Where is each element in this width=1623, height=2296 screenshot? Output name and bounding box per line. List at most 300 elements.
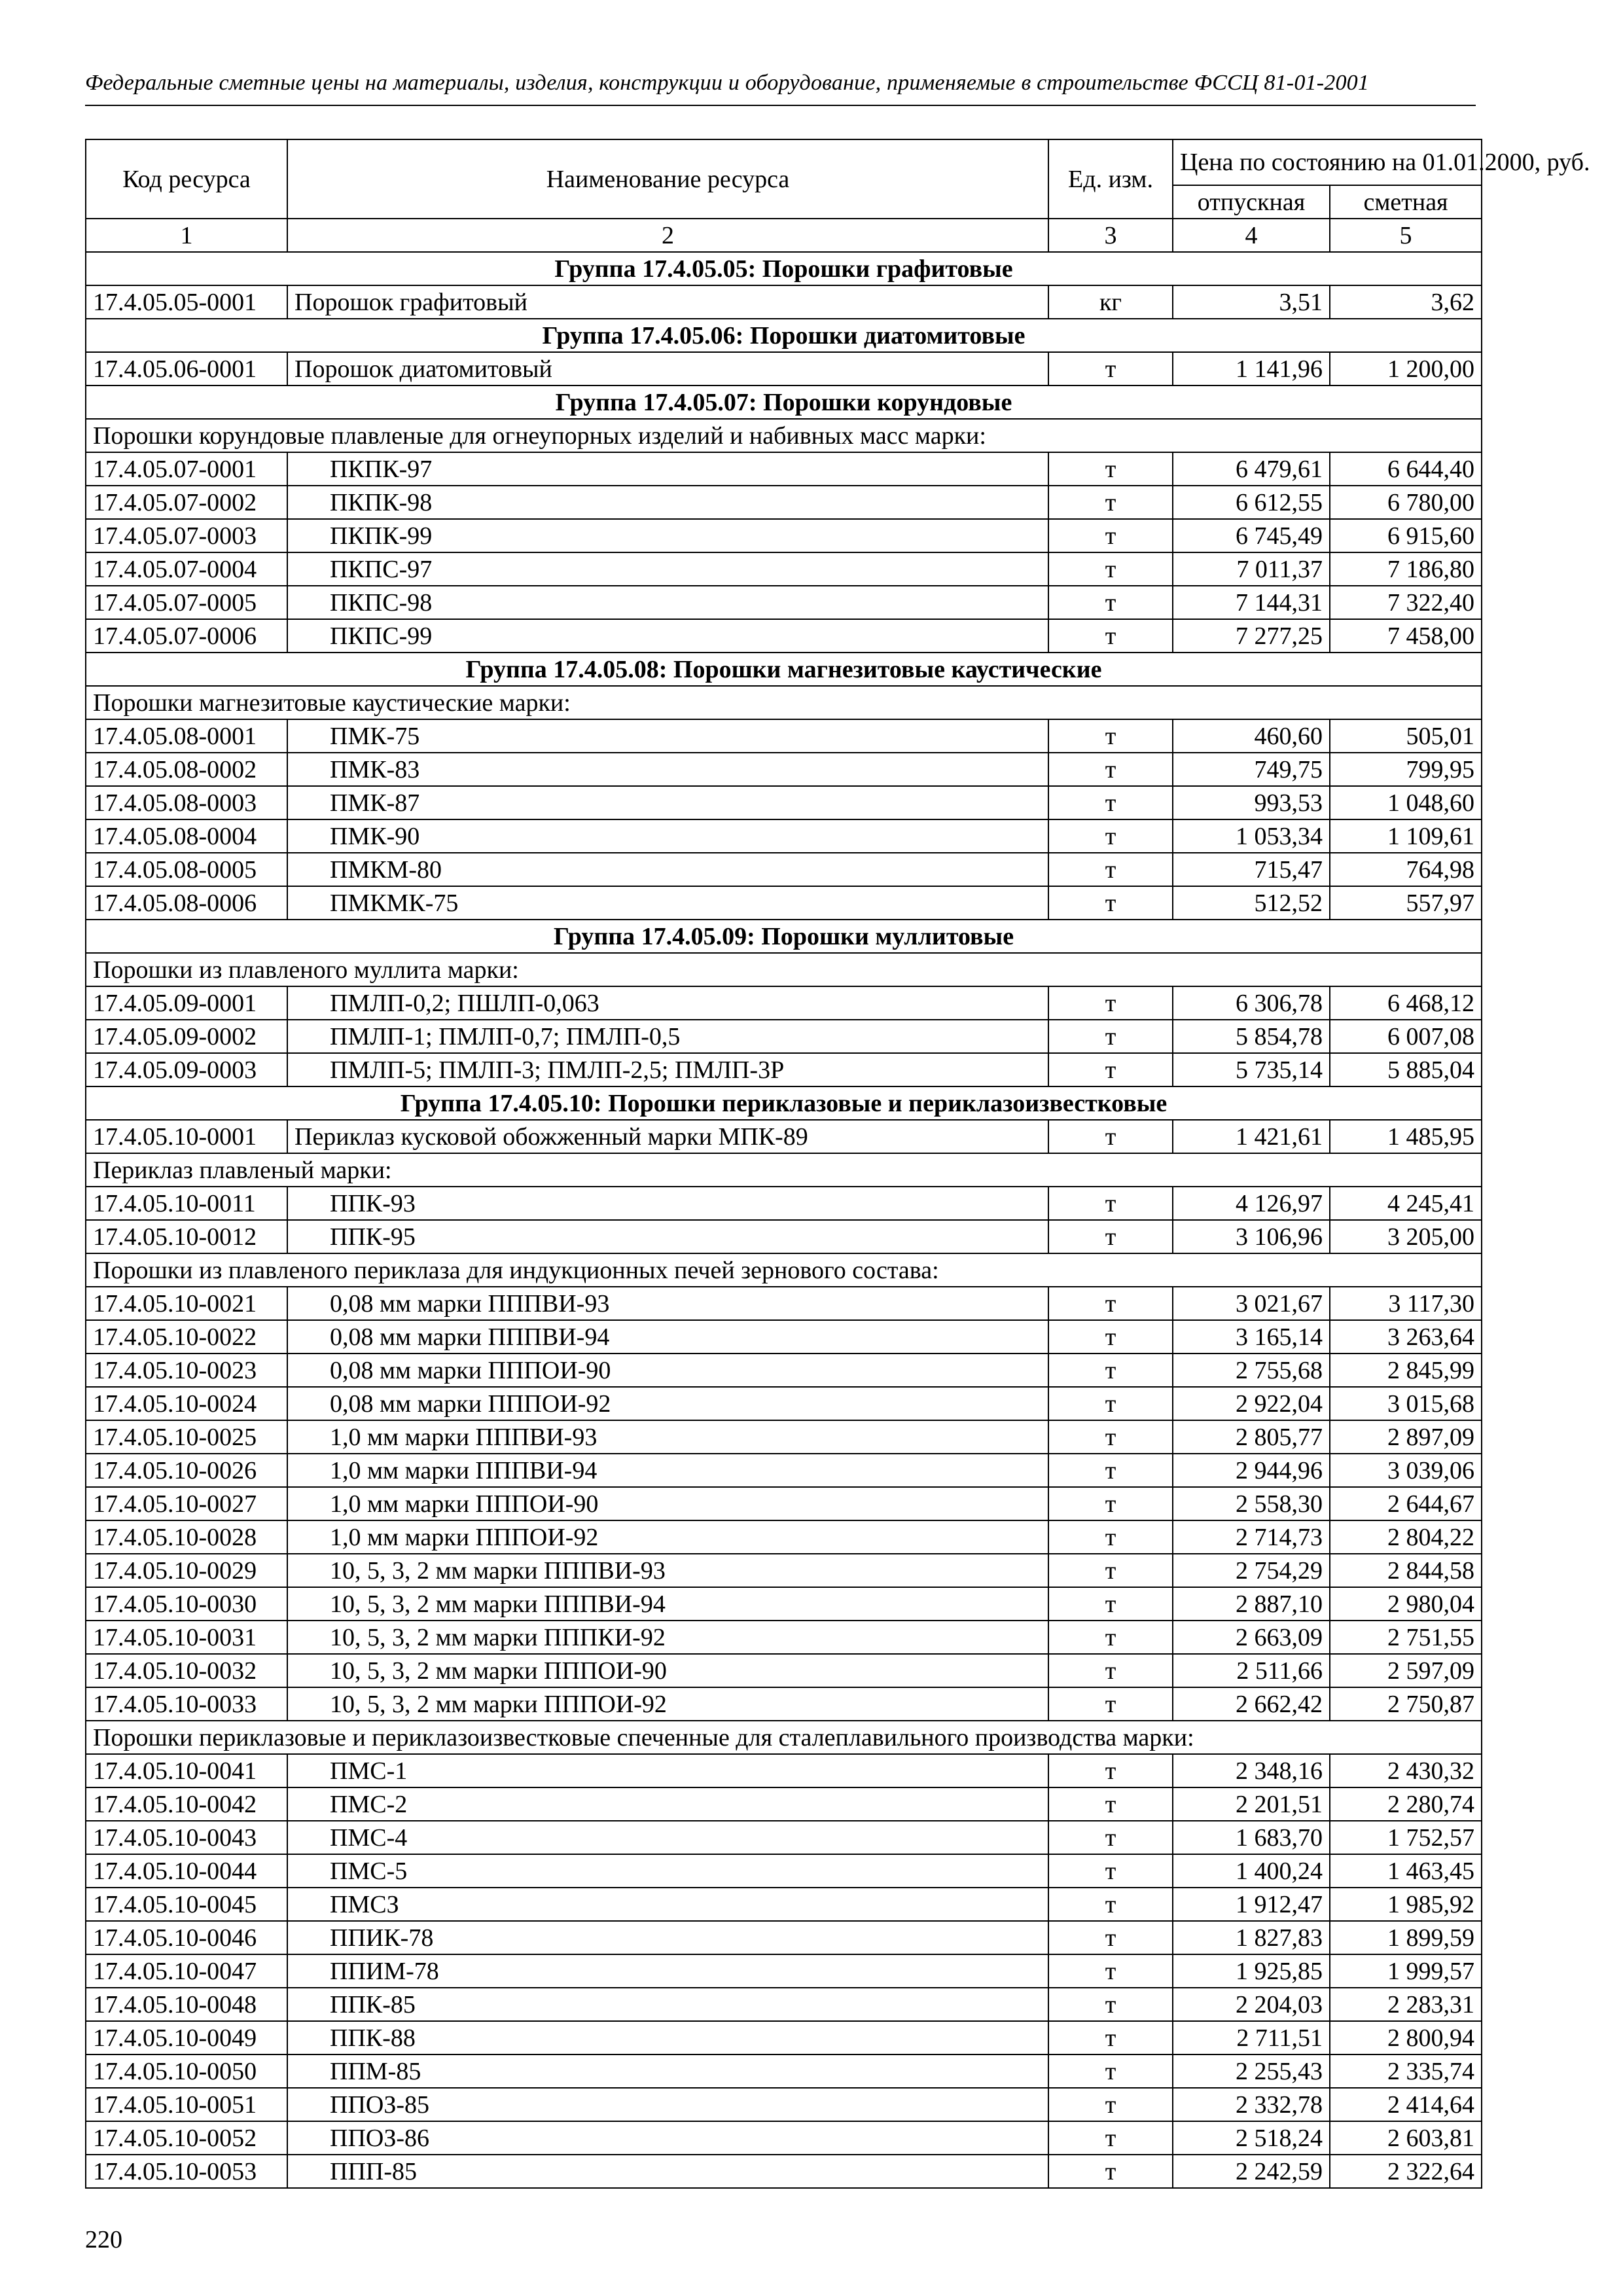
price-release: 4 126,97 — [1173, 1187, 1330, 1220]
resource-code: 17.4.05.10-0051 — [86, 2088, 287, 2121]
resource-name: ПМЛП-5; ПМЛП-3; ПМЛП-2,5; ПМЛП-3Р — [287, 1053, 1048, 1086]
subheader-row — [86, 1721, 1482, 1754]
resource-unit: кг — [1048, 285, 1173, 319]
resource-name: ПМЛП-0,2; ПШЛП-0,063 — [287, 986, 1048, 1020]
resource-code: 17.4.05.10-0029 — [86, 1554, 287, 1587]
resource-unit: т — [1048, 1921, 1173, 1954]
resource-unit: т — [1048, 1687, 1173, 1721]
price-release: 2 755,68 — [1173, 1354, 1330, 1387]
item-row — [86, 1921, 1482, 1954]
resource-unit: т — [1048, 1354, 1173, 1387]
price-release: 2 255,43 — [1173, 2054, 1330, 2088]
price-estimate: 7 186,80 — [1330, 552, 1482, 586]
resource-unit: т — [1048, 352, 1173, 386]
price-estimate: 2 597,09 — [1330, 1654, 1482, 1687]
resource-code: 17.4.05.10-0041 — [86, 1754, 287, 1787]
resource-name: ППК-95 — [287, 1220, 1048, 1253]
price-release: 6 612,55 — [1173, 486, 1330, 519]
item-row — [86, 1554, 1482, 1587]
resource-name: ПМК-83 — [287, 753, 1048, 786]
price-release: 1 400,24 — [1173, 1854, 1330, 1888]
price-estimate: 1 985,92 — [1330, 1888, 1482, 1921]
resource-name: ППМ-85 — [287, 2054, 1048, 2088]
subheader-text: Порошки корундовые плавленые для огнеупорных изделий и набивных масс марки: — [86, 419, 1482, 452]
resource-unit: т — [1048, 1220, 1173, 1253]
col-number: 2 — [287, 219, 1048, 252]
item-row — [86, 1988, 1482, 2021]
resource-unit: т — [1048, 1287, 1173, 1320]
item-row — [86, 1420, 1482, 1454]
subheader-text: Периклаз плавленый марки: — [86, 1153, 1482, 1187]
item-row — [86, 1387, 1482, 1420]
resource-name: ПМС-1 — [287, 1754, 1048, 1787]
resource-code: 17.4.05.08-0003 — [86, 786, 287, 819]
resource-unit: т — [1048, 753, 1173, 786]
price-estimate: 3 039,06 — [1330, 1454, 1482, 1487]
resource-name: ППК-85 — [287, 1988, 1048, 2021]
price-estimate: 6 007,08 — [1330, 1020, 1482, 1053]
resource-name: 1,0 мм марки ПППОИ-90 — [287, 1487, 1048, 1520]
resource-name: 0,08 мм марки ПППВИ-94 — [287, 1320, 1048, 1354]
resource-unit: т — [1048, 1754, 1173, 1787]
item-row — [86, 1454, 1482, 1487]
resource-name: ПКПС-97 — [287, 552, 1048, 586]
header-row — [86, 139, 1482, 185]
item-row — [86, 1287, 1482, 1320]
group-row — [86, 1086, 1482, 1120]
resource-unit: т — [1048, 586, 1173, 619]
item-row — [86, 1354, 1482, 1387]
price-estimate: 1 463,45 — [1330, 1854, 1482, 1888]
price-release: 2 805,77 — [1173, 1420, 1330, 1454]
price-estimate: 3 205,00 — [1330, 1220, 1482, 1253]
price-estimate: 6 915,60 — [1330, 519, 1482, 552]
group-row — [86, 920, 1482, 953]
item-row — [86, 886, 1482, 920]
resource-unit: т — [1048, 853, 1173, 886]
item-row — [86, 519, 1482, 552]
col-number: 3 — [1048, 219, 1173, 252]
resource-unit: т — [1048, 619, 1173, 653]
resource-code: 17.4.05.10-0001 — [86, 1120, 287, 1153]
resource-name: ПМЛП-1; ПМЛП-0,7; ПМЛП-0,5 — [287, 1020, 1048, 1053]
price-release: 5 854,78 — [1173, 1020, 1330, 1053]
item-row — [86, 1854, 1482, 1888]
subheader-text: Порошки периклазовые и периклазоизвестковые спеченные для сталеплавильного производства марки: — [86, 1721, 1482, 1754]
col-number: 4 — [1173, 219, 1330, 252]
resource-name: 10, 5, 3, 2 мм марки ПППКИ-92 — [287, 1621, 1048, 1654]
price-release: 6 306,78 — [1173, 986, 1330, 1020]
group-title: Группа 17.4.05.08: Порошки магнезитовые каустические — [86, 653, 1482, 686]
price-release: 460,60 — [1173, 719, 1330, 753]
item-row — [86, 1020, 1482, 1053]
resource-name: ПМК-75 — [287, 719, 1048, 753]
subheader-text: Порошки из плавленого периклаза для индукционных печей зернового состава: — [86, 1253, 1482, 1287]
price-estimate: 2 804,22 — [1330, 1520, 1482, 1554]
price-estimate: 3,62 — [1330, 285, 1482, 319]
price-release: 1 053,34 — [1173, 819, 1330, 853]
price-release: 3 106,96 — [1173, 1220, 1330, 1253]
price-release: 2 511,66 — [1173, 1654, 1330, 1687]
resource-code: 17.4.05.10-0022 — [86, 1320, 287, 1354]
resource-code: 17.4.05.10-0042 — [86, 1787, 287, 1821]
item-row — [86, 486, 1482, 519]
resource-name: ПКПК-97 — [287, 452, 1048, 486]
price-release: 1 141,96 — [1173, 352, 1330, 386]
resource-code: 17.4.05.10-0023 — [86, 1354, 287, 1387]
item-row — [86, 1888, 1482, 1921]
item-row — [86, 819, 1482, 853]
price-estimate: 557,97 — [1330, 886, 1482, 920]
item-row — [86, 352, 1482, 386]
resource-code: 17.4.05.09-0002 — [86, 1020, 287, 1053]
resource-name: ПМС-4 — [287, 1821, 1048, 1854]
price-estimate: 7 458,00 — [1330, 619, 1482, 653]
resource-code: 17.4.05.10-0032 — [86, 1654, 287, 1687]
col-header-unit: Ед. изм. — [1048, 139, 1173, 219]
price-estimate: 2 322,64 — [1330, 2155, 1482, 2188]
price-release: 1 912,47 — [1173, 1888, 1330, 1921]
resource-code: 17.4.05.08-0006 — [86, 886, 287, 920]
subheader-row — [86, 1253, 1482, 1287]
resource-code: 17.4.05.10-0052 — [86, 2121, 287, 2155]
item-row — [86, 1120, 1482, 1153]
price-release: 2 332,78 — [1173, 2088, 1330, 2121]
price-release: 2 204,03 — [1173, 1988, 1330, 2021]
price-estimate: 3 015,68 — [1330, 1387, 1482, 1420]
resource-name: ППП-85 — [287, 2155, 1048, 2188]
resource-name: ПМС-2 — [287, 1787, 1048, 1821]
resource-code: 17.4.05.08-0001 — [86, 719, 287, 753]
resource-code: 17.4.05.10-0049 — [86, 2021, 287, 2054]
price-release: 1 827,83 — [1173, 1921, 1330, 1954]
item-row — [86, 753, 1482, 786]
price-estimate: 2 844,58 — [1330, 1554, 1482, 1587]
resource-code: 17.4.05.10-0043 — [86, 1821, 287, 1854]
price-estimate: 4 245,41 — [1330, 1187, 1482, 1220]
group-title: Группа 17.4.05.05: Порошки графитовые — [86, 252, 1482, 285]
price-estimate: 3 117,30 — [1330, 1287, 1482, 1320]
resource-unit: т — [1048, 1120, 1173, 1153]
resource-code: 17.4.05.10-0048 — [86, 1988, 287, 2021]
resource-unit: т — [1048, 486, 1173, 519]
resource-name: 10, 5, 3, 2 мм марки ПППВИ-93 — [287, 1554, 1048, 1587]
item-row — [86, 285, 1482, 319]
resource-name: ППК-93 — [287, 1187, 1048, 1220]
subheader-text: Порошки из плавленого муллита марки: — [86, 953, 1482, 986]
price-estimate: 2 644,67 — [1330, 1487, 1482, 1520]
item-row — [86, 1654, 1482, 1687]
resource-unit: т — [1048, 1988, 1173, 2021]
price-estimate: 2 980,04 — [1330, 1587, 1482, 1621]
price-estimate: 6 644,40 — [1330, 452, 1482, 486]
resource-name: 0,08 мм марки ПППОИ-92 — [287, 1387, 1048, 1420]
price-estimate: 2 845,99 — [1330, 1354, 1482, 1387]
price-release: 2 754,29 — [1173, 1554, 1330, 1587]
resource-code: 17.4.05.10-0046 — [86, 1921, 287, 1954]
resource-unit: т — [1048, 819, 1173, 853]
price-estimate: 764,98 — [1330, 853, 1482, 886]
resource-unit: т — [1048, 2121, 1173, 2155]
resource-code: 17.4.05.10-0021 — [86, 1287, 287, 1320]
resource-code: 17.4.05.07-0002 — [86, 486, 287, 519]
price-release: 2 558,30 — [1173, 1487, 1330, 1520]
item-row — [86, 1187, 1482, 1220]
resource-name: ПМКМ-80 — [287, 853, 1048, 886]
price-release: 512,52 — [1173, 886, 1330, 920]
price-estimate: 1 109,61 — [1330, 819, 1482, 853]
resource-name: ПМС-5 — [287, 1854, 1048, 1888]
price-estimate: 799,95 — [1330, 753, 1482, 786]
resource-unit: т — [1048, 2054, 1173, 2088]
col-header-name: Наименование ресурса — [287, 139, 1048, 219]
group-row — [86, 319, 1482, 352]
resource-code: 17.4.05.10-0044 — [86, 1854, 287, 1888]
item-row — [86, 452, 1482, 486]
price-release: 6 745,49 — [1173, 519, 1330, 552]
resource-unit: т — [1048, 1854, 1173, 1888]
resource-name: ППК-88 — [287, 2021, 1048, 2054]
resource-name: 1,0 мм марки ПППОИ-92 — [287, 1520, 1048, 1554]
price-estimate: 1 200,00 — [1330, 352, 1482, 386]
resource-code: 17.4.05.07-0003 — [86, 519, 287, 552]
resource-code: 17.4.05.10-0011 — [86, 1187, 287, 1220]
resource-unit: т — [1048, 1554, 1173, 1587]
resource-name: 1,0 мм марки ПППВИ-94 — [287, 1454, 1048, 1487]
resource-unit: т — [1048, 1587, 1173, 1621]
document-header: Федеральные сметные цены на материалы, изделия, конструкции и оборудование, применяемые в строительстве ФССЦ 81-01-2001 — [85, 71, 1370, 95]
group-title: Группа 17.4.05.10: Порошки периклазовые и периклазоизвестковые — [86, 1086, 1482, 1120]
resource-name: ППИМ-78 — [287, 1954, 1048, 1988]
resource-code: 17.4.05.10-0030 — [86, 1587, 287, 1621]
price-release: 1 421,61 — [1173, 1120, 1330, 1153]
col-number: 5 — [1330, 219, 1482, 252]
resource-code: 17.4.05.07-0001 — [86, 452, 287, 486]
resource-unit: т — [1048, 886, 1173, 920]
resource-code: 17.4.05.10-0031 — [86, 1621, 287, 1654]
resource-code: 17.4.05.10-0027 — [86, 1487, 287, 1520]
item-row — [86, 1621, 1482, 1654]
price-estimate: 6 468,12 — [1330, 986, 1482, 1020]
resource-unit: т — [1048, 519, 1173, 552]
price-release: 6 479,61 — [1173, 452, 1330, 486]
price-release: 2 922,04 — [1173, 1387, 1330, 1420]
price-release: 2 662,42 — [1173, 1687, 1330, 1721]
price-release: 7 144,31 — [1173, 586, 1330, 619]
item-row — [86, 986, 1482, 1020]
price-release: 7 011,37 — [1173, 552, 1330, 586]
item-row — [86, 1220, 1482, 1253]
price-release: 7 277,25 — [1173, 619, 1330, 653]
item-row — [86, 1821, 1482, 1854]
resource-code: 17.4.05.07-0004 — [86, 552, 287, 586]
price-estimate: 3 263,64 — [1330, 1320, 1482, 1354]
resource-name: ППОЗ-85 — [287, 2088, 1048, 2121]
item-row — [86, 853, 1482, 886]
header-rule — [85, 105, 1476, 106]
resource-name: ПКПС-98 — [287, 586, 1048, 619]
resource-name: Порошок графитовый — [287, 285, 1048, 319]
resource-unit: т — [1048, 1621, 1173, 1654]
group-title: Группа 17.4.05.07: Порошки корундовые — [86, 386, 1482, 419]
col-header-code: Код ресурса — [86, 139, 287, 219]
price-table — [85, 139, 1590, 2189]
price-release: 3 021,67 — [1173, 1287, 1330, 1320]
item-row — [86, 2021, 1482, 2054]
price-release: 1 925,85 — [1173, 1954, 1330, 1988]
item-row — [86, 1320, 1482, 1354]
resource-unit: т — [1048, 1821, 1173, 1854]
price-release: 749,75 — [1173, 753, 1330, 786]
price-release: 2 944,96 — [1173, 1454, 1330, 1487]
resource-unit: т — [1048, 2155, 1173, 2188]
resource-name: ПМК-90 — [287, 819, 1048, 853]
resource-unit: т — [1048, 1020, 1173, 1053]
resource-name: ПКПК-98 — [287, 486, 1048, 519]
price-estimate: 2 280,74 — [1330, 1787, 1482, 1821]
resource-code: 17.4.05.10-0024 — [86, 1387, 287, 1420]
price-release: 715,47 — [1173, 853, 1330, 886]
resource-unit: т — [1048, 552, 1173, 586]
price-release: 1 683,70 — [1173, 1821, 1330, 1854]
subheader-row — [86, 686, 1482, 719]
item-row — [86, 786, 1482, 819]
resource-unit: т — [1048, 1487, 1173, 1520]
item-row — [86, 1053, 1482, 1086]
resource-unit: т — [1048, 986, 1173, 1020]
resource-code: 17.4.05.08-0002 — [86, 753, 287, 786]
resource-unit: т — [1048, 1420, 1173, 1454]
resource-unit: т — [1048, 2021, 1173, 2054]
subheader-row — [86, 419, 1482, 452]
resource-code: 17.4.05.05-0001 — [86, 285, 287, 319]
resource-unit: т — [1048, 1888, 1173, 1921]
page-number: 220 — [85, 2226, 122, 2253]
price-release: 2 518,24 — [1173, 2121, 1330, 2155]
resource-code: 17.4.05.08-0005 — [86, 853, 287, 886]
resource-code: 17.4.05.06-0001 — [86, 352, 287, 386]
resource-name: 1,0 мм марки ПППВИ-93 — [287, 1420, 1048, 1454]
resource-name: ПМСЗ — [287, 1888, 1048, 1921]
resource-name: ПКПК-99 — [287, 519, 1048, 552]
subheader-row — [86, 953, 1482, 986]
resource-unit: т — [1048, 1954, 1173, 1988]
price-estimate: 1 999,57 — [1330, 1954, 1482, 1988]
price-estimate: 505,01 — [1330, 719, 1482, 753]
resource-code: 17.4.05.10-0053 — [86, 2155, 287, 2188]
resource-name: ППОЗ-86 — [287, 2121, 1048, 2155]
resource-code: 17.4.05.07-0005 — [86, 586, 287, 619]
column-numbers-row — [86, 219, 1482, 252]
item-row — [86, 619, 1482, 653]
resource-unit: т — [1048, 2088, 1173, 2121]
item-row — [86, 1520, 1482, 1554]
price-estimate: 1 485,95 — [1330, 1120, 1482, 1153]
resource-name: ПКПС-99 — [287, 619, 1048, 653]
price-release: 2 242,59 — [1173, 2155, 1330, 2188]
price-estimate: 2 800,94 — [1330, 2021, 1482, 2054]
price-release: 2 714,73 — [1173, 1520, 1330, 1554]
resource-code: 17.4.05.07-0006 — [86, 619, 287, 653]
resource-name: 10, 5, 3, 2 мм марки ПППОИ-90 — [287, 1654, 1048, 1687]
group-title: Группа 17.4.05.06: Порошки диатомитовые — [86, 319, 1482, 352]
item-row — [86, 1487, 1482, 1520]
item-row — [86, 719, 1482, 753]
col-header-price: Цена по состоянию на 01.01.2000, руб. — [1173, 139, 1482, 185]
price-estimate: 2 430,32 — [1330, 1754, 1482, 1787]
resource-unit: т — [1048, 1053, 1173, 1086]
price-estimate: 1 048,60 — [1330, 786, 1482, 819]
subheader-text: Порошки магнезитовые каустические марки: — [86, 686, 1482, 719]
price-release: 2 887,10 — [1173, 1587, 1330, 1621]
price-estimate: 5 885,04 — [1330, 1053, 1482, 1086]
price-release: 3,51 — [1173, 285, 1330, 319]
price-estimate: 6 780,00 — [1330, 486, 1482, 519]
group-title: Группа 17.4.05.09: Порошки муллитовые — [86, 920, 1482, 953]
price-estimate: 2 897,09 — [1330, 1420, 1482, 1454]
resource-unit: т — [1048, 786, 1173, 819]
price-release: 2 663,09 — [1173, 1621, 1330, 1654]
resource-code: 17.4.05.10-0045 — [86, 1888, 287, 1921]
subheader-row — [86, 1153, 1482, 1187]
resource-code: 17.4.05.10-0050 — [86, 2054, 287, 2088]
price-release: 993,53 — [1173, 786, 1330, 819]
resource-unit: т — [1048, 1787, 1173, 1821]
resource-name: Порошок диатомитовый — [287, 352, 1048, 386]
resource-name: ПМКМК-75 — [287, 886, 1048, 920]
item-row — [86, 552, 1482, 586]
resource-code: 17.4.05.10-0028 — [86, 1520, 287, 1554]
group-row — [86, 252, 1482, 285]
item-row — [86, 2155, 1482, 2188]
item-row — [86, 1587, 1482, 1621]
resource-unit: т — [1048, 1654, 1173, 1687]
price-estimate: 1 899,59 — [1330, 1921, 1482, 1954]
resource-name: 10, 5, 3, 2 мм марки ПППОИ-92 — [287, 1687, 1048, 1721]
price-estimate: 7 322,40 — [1330, 586, 1482, 619]
resource-name: Периклаз кусковой обожженный марки МПК-89 — [287, 1120, 1048, 1153]
resource-unit: т — [1048, 1320, 1173, 1354]
resource-unit: т — [1048, 1454, 1173, 1487]
price-release: 2 201,51 — [1173, 1787, 1330, 1821]
price-release: 3 165,14 — [1173, 1320, 1330, 1354]
price-estimate: 2 751,55 — [1330, 1621, 1482, 1654]
col-header-estimate: сметная — [1330, 185, 1482, 219]
col-header-release: отпускная — [1173, 185, 1330, 219]
resource-unit: т — [1048, 1520, 1173, 1554]
resource-code: 17.4.05.09-0001 — [86, 986, 287, 1020]
resource-name: ППИК-78 — [287, 1921, 1048, 1954]
col-number: 1 — [86, 219, 287, 252]
price-release: 5 735,14 — [1173, 1053, 1330, 1086]
resource-unit: т — [1048, 719, 1173, 753]
resource-code: 17.4.05.08-0004 — [86, 819, 287, 853]
item-row — [86, 2088, 1482, 2121]
resource-unit: т — [1048, 1187, 1173, 1220]
price-estimate: 2 603,81 — [1330, 2121, 1482, 2155]
price-estimate: 2 750,87 — [1330, 1687, 1482, 1721]
price-estimate: 2 335,74 — [1330, 2054, 1482, 2088]
resource-name: ПМК-87 — [287, 786, 1048, 819]
resource-code: 17.4.05.10-0026 — [86, 1454, 287, 1487]
item-row — [86, 2121, 1482, 2155]
resource-unit: т — [1048, 1387, 1173, 1420]
item-row — [86, 586, 1482, 619]
price-estimate: 1 752,57 — [1330, 1821, 1482, 1854]
group-row — [86, 653, 1482, 686]
price-estimate: 2 283,31 — [1330, 1988, 1482, 2021]
resource-name: 0,08 мм марки ПППОИ-90 — [287, 1354, 1048, 1387]
